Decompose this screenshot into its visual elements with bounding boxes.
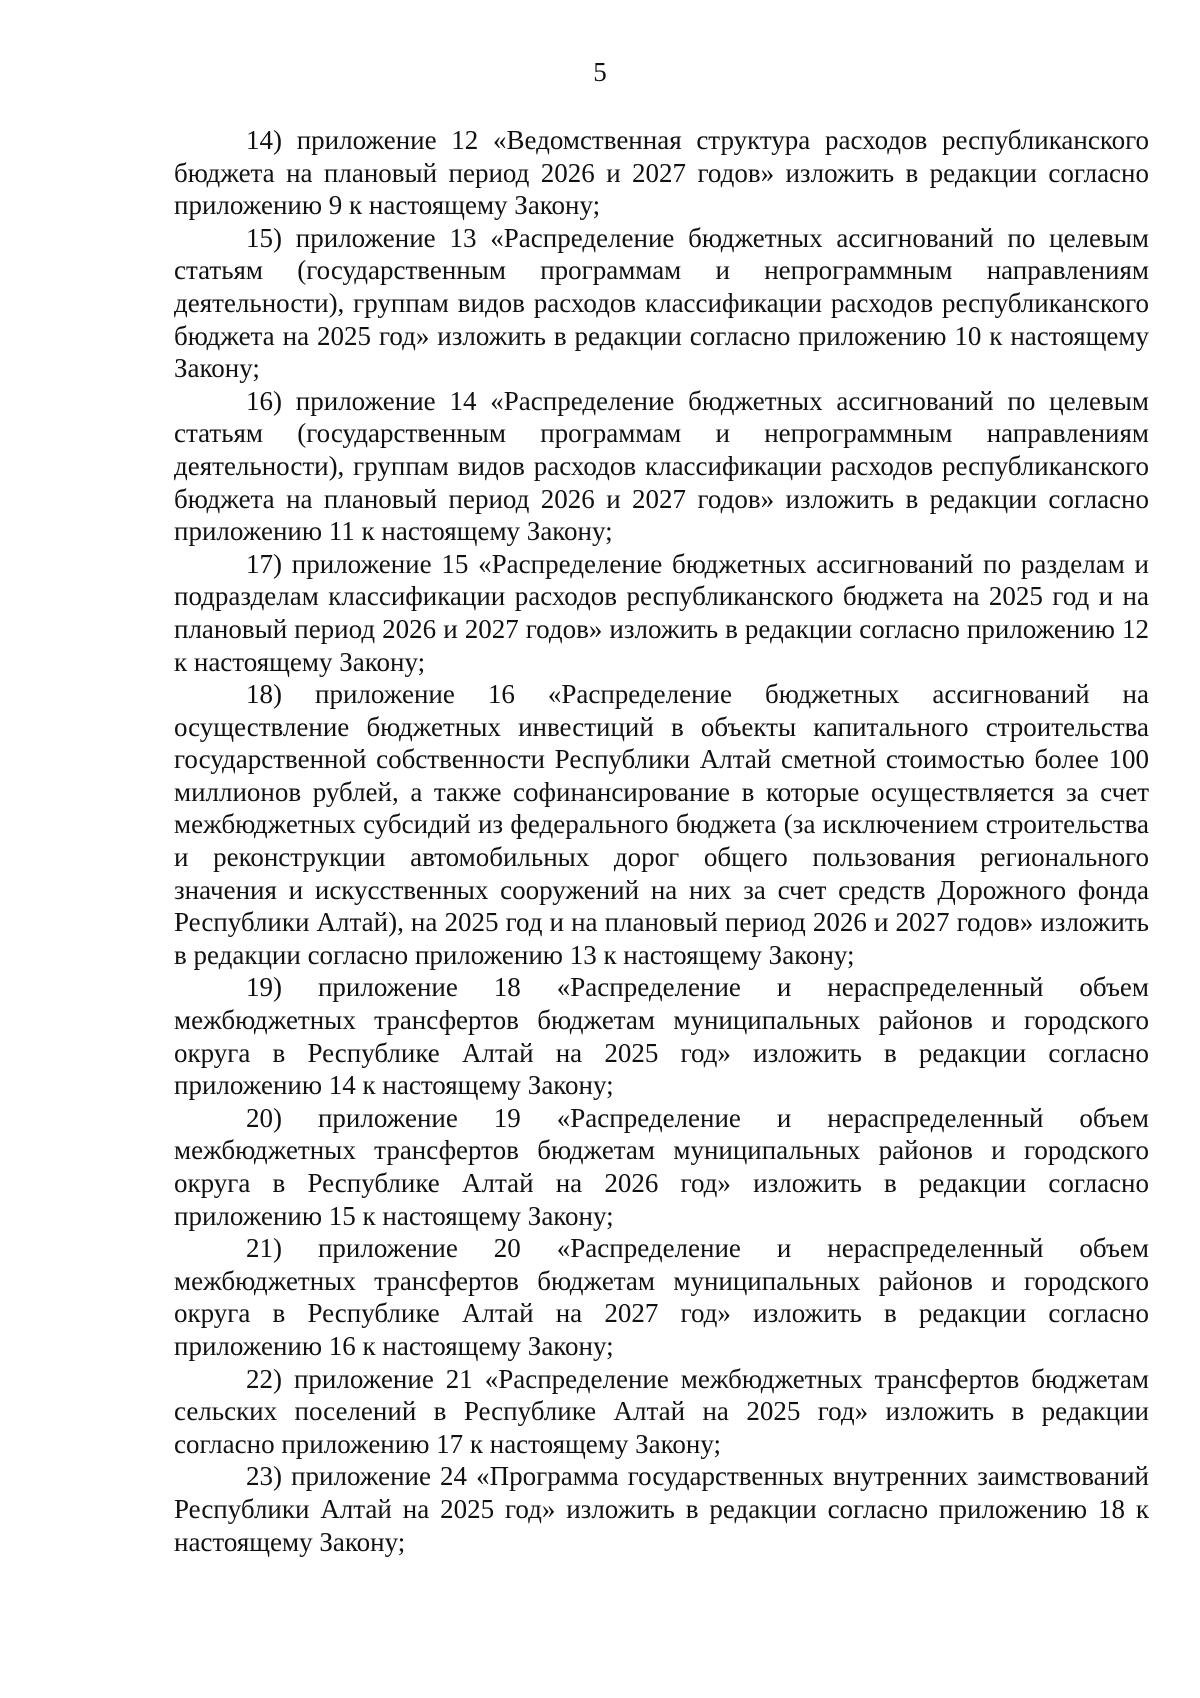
list-item: 20) приложение 19 «Распределение и нераспределенный объем межбюджетных трансфертов бюджетам муниципальных районов и городского округа в Республике Алтай на 2026 год» изложить в редакции согласно приложению 15 к настоящему Закону; <box>174 1102 1149 1231</box>
list-item: 14) приложение 12 «Ведомственная структура расходов республиканского бюджета на плановый период 2026 и 2027 годов» изложить в редакции согласно приложению 9 к настоящему Закону; <box>174 125 1149 221</box>
list-item: 16) приложение 14 «Распределение бюджетных ассигнований по целевым статьям (государственным программам и непрограммным направлениям деятельности), группам видов расходов классификации расходов республиканского бюджета на плановый период 2026 и 2027 годов» изложить в редакции согласно приложению 11 к настоящему Закону; <box>174 385 1149 547</box>
list-item: 17) приложение 15 «Распределение бюджетных ассигнований по разделам и подразделам классификации расходов республиканского бюджета на 2025 год и на плановый период 2026 и 2027 годов» изложить в редакции согласно приложению 12 к настоящему Закону; <box>174 548 1149 677</box>
list-item: 23) приложение 24 «Программа государственных внутренних заимствований Республики Алтай на 2025 год» изложить в редакции согласно приложению 18 к настоящему Закону; <box>174 1461 1149 1557</box>
document-body <box>174 124 1149 1558</box>
list-item: 15) приложение 13 «Распределение бюджетных ассигнований по целевым статьям (государственным программам и непрограммным направлениям деятельности), группам видов расходов классификации расходов республиканского бюджета на 2025 год» изложить в редакции согласно приложению 10 к настоящему Закону; <box>174 222 1149 384</box>
list-item: 18) приложение 16 «Распределение бюджетных ассигнований на осуществление бюджетных инвестиций в объекты капитального строительства государственной собственности Республики Алтай сметной стоимостью более 100 миллионов рублей, а также софинансирование в которые осуществляется за счет межбюджетных субсидий из федерального бюджета (за исключением строительства и реконструкции автомобильных дорог общего пользования регионального значения и искусственных сооружений на них за счет средств Дорожного фонда Республики Алтай), на 2025 год и на плановый период 2026 и 2027 годов» изложить в редакции согласно приложению 13 к настоящему Закону; <box>174 679 1149 970</box>
list-item: 21) приложение 20 «Распределение и нераспределенный объем межбюджетных трансфертов бюджетам муниципальных районов и городского округа в Республике Алтай на 2027 год» изложить в редакции согласно приложению 16 к настоящему Закону; <box>174 1233 1149 1361</box>
list-item: 19) приложение 18 «Распределение и нераспределенный объем межбюджетных трансфертов бюджетам муниципальных районов и городского округа в Республике Алтай на 2025 год» изложить в редакции согласно приложению 14 к настоящему Закону; <box>174 972 1149 1101</box>
list-item: 22) приложение 21 «Распределение межбюджетных трансфертов бюджетам сельских поселений в Республике Алтай на 2025 год» изложить в редакции согласно приложению 17 к настоящему Закону; <box>174 1363 1149 1459</box>
page-number: 5 <box>593 57 607 87</box>
